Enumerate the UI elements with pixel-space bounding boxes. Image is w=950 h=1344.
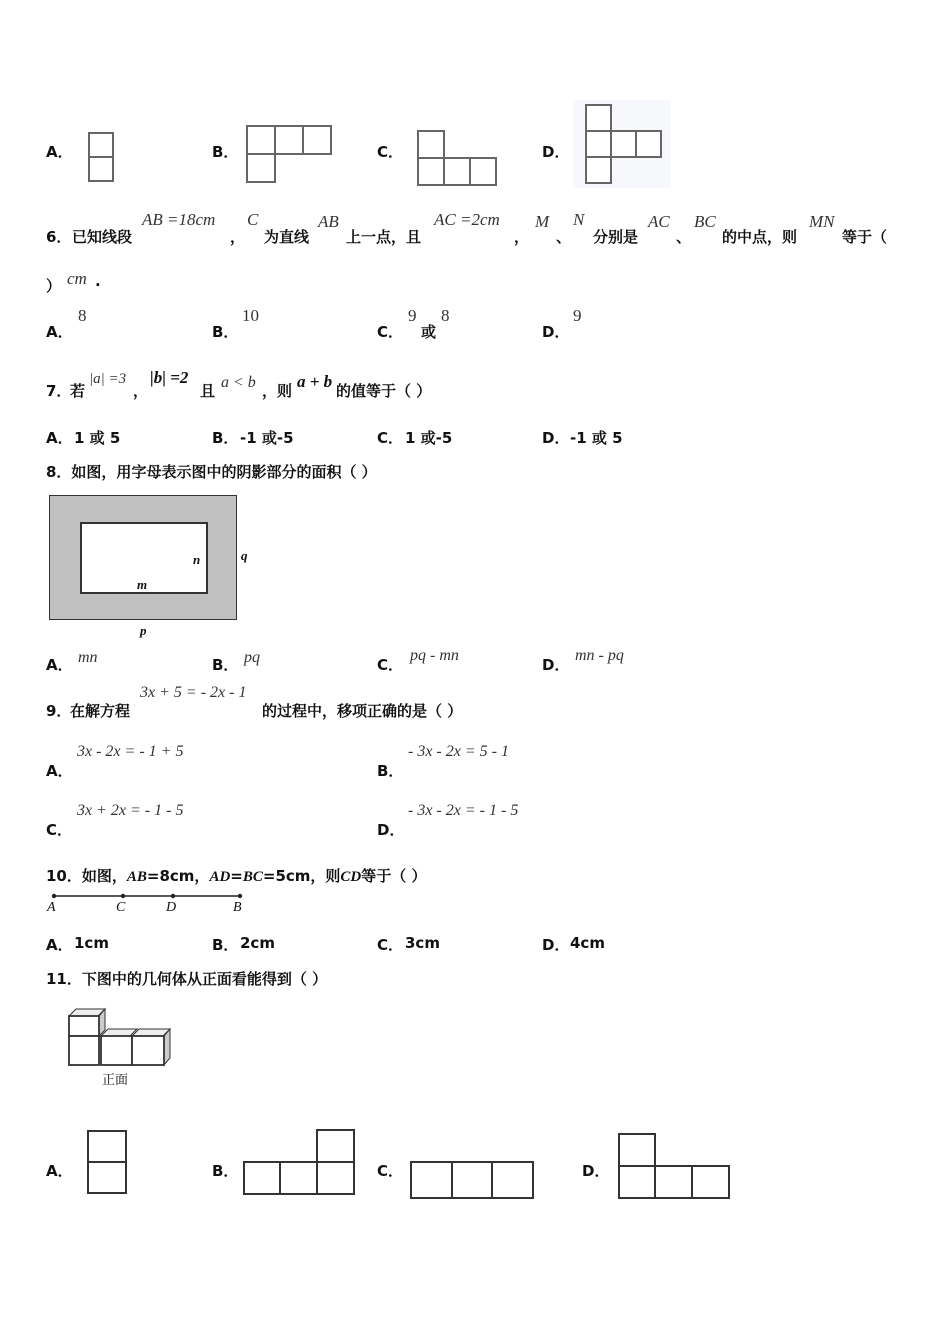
q6-math-ab: AB =18cm — [142, 210, 216, 229]
q6-text-6: 、 — [556, 228, 572, 246]
q9-option-c-label[interactable]: C． — [46, 821, 73, 839]
q6-unit: cm — [67, 269, 87, 288]
q6-text-10: 等于（ — [842, 228, 888, 246]
q6-option-c-value2: 8 — [441, 306, 450, 325]
q9-option-c-expr: 3x + 2x = - 1 - 5 — [77, 802, 184, 819]
q8-stem: 8．如图，用字母表示图中的阴影部分的面积（ ） — [46, 463, 377, 481]
q11-option-c-figure — [410, 1161, 534, 1199]
q7-option-d-text: -1 或 5 — [570, 429, 623, 447]
q10-point-b — [238, 894, 242, 898]
q8-option-c-label[interactable]: C． — [377, 656, 404, 674]
q10-option-d-text: 4cm — [570, 934, 605, 952]
q10-option-c-text: 3cm — [405, 934, 440, 952]
q6-math-mn: MN — [809, 212, 835, 231]
q6-math-ac: AC =2cm — [434, 210, 500, 229]
q10-line-segment-figure — [46, 889, 246, 919]
q6-option-a-label[interactable]: A． — [46, 323, 73, 341]
q10-label-b: B — [233, 900, 242, 915]
q6-math-ac2: AC — [648, 212, 670, 231]
q10-text-3: = — [230, 867, 243, 885]
q7-option-c-text: 1 或-5 — [405, 429, 453, 447]
q6-text-4: 上一点，且 — [346, 228, 422, 246]
q11-option-b-figure — [243, 1129, 355, 1196]
q10-option-b-text: 2cm — [240, 934, 275, 952]
q10-point-a — [52, 894, 56, 898]
q11-option-a-figure — [87, 1130, 127, 1195]
q7-number: 7． — [46, 382, 72, 400]
q9-text-2: 的过程中，移项正确的是（ ） — [262, 702, 463, 720]
q5-option-d-figure — [573, 100, 671, 188]
q6-text-7: 分别是 — [593, 228, 639, 246]
q10-option-a-text: 1cm — [74, 934, 109, 952]
q6-option-c-or: 或 — [421, 323, 437, 341]
q7-math-abs-b: |b| =2 — [150, 368, 189, 387]
q7-text-5: 的值等于（ ） — [336, 382, 432, 400]
q10-number: 10． — [46, 867, 82, 885]
q8-option-a-label[interactable]: A． — [46, 656, 73, 674]
q11-option-a-label[interactable]: A． — [46, 1162, 73, 1180]
q11-stem: 11．下图中的几何体从正面看能得到（ ） — [46, 970, 328, 988]
q10-bc: BC — [242, 869, 263, 885]
q7-option-d-label[interactable]: D． — [542, 429, 570, 447]
q7-text-4: ，则 — [262, 382, 293, 400]
q10-ad: AD — [209, 869, 231, 885]
q10-stem — [46, 865, 426, 886]
q7-math-a-plus-b: a + b — [297, 372, 333, 391]
q9-option-d-expr: - 3x - 2x = - 1 - 5 — [408, 802, 519, 819]
q5-option-a-figure — [88, 132, 114, 182]
q8-option-d-label[interactable]: D． — [542, 656, 570, 674]
q7-option-b-text: -1 或-5 — [240, 429, 294, 447]
q10-text-1: 如图， — [81, 867, 127, 885]
q5-option-d-label[interactable]: D． — [542, 143, 570, 161]
q9-equation: 3x + 5 = - 2x - 1 — [140, 684, 247, 701]
q10-ab: AB — [126, 869, 147, 885]
q8-option-c-expr: pq - mn — [410, 647, 459, 664]
q9-number: 9． — [46, 702, 72, 720]
q6-text-2: ， — [230, 228, 246, 246]
q6-close-paren: ） — [46, 277, 62, 295]
q10-option-b-label[interactable]: B． — [212, 936, 239, 954]
q8-label-n: n — [193, 552, 201, 567]
q7-option-c-label[interactable]: C． — [377, 429, 404, 447]
q10-option-d-label[interactable]: D． — [542, 936, 570, 954]
q5-option-c-figure — [417, 130, 497, 186]
q7-option-a-text: 1 或 5 — [74, 429, 121, 447]
q6-option-c-label[interactable]: C． — [377, 323, 404, 341]
q6-math-bc: BC — [694, 212, 716, 231]
q6-text-9: 的中点，则 — [722, 228, 798, 246]
q10-point-d — [171, 894, 175, 898]
q7-text-2: ， — [133, 382, 149, 400]
q9-option-d-label[interactable]: D． — [377, 821, 405, 839]
q7-math-a-lt-b: a < b — [221, 374, 256, 391]
q6-text-5: ， — [514, 228, 530, 246]
q5-option-a-label[interactable]: A． — [46, 143, 73, 161]
q9-option-a-label[interactable]: A． — [46, 762, 73, 780]
q10-cd: CD — [340, 869, 362, 885]
q8-option-a-expr: mn — [78, 649, 98, 666]
q7-text-1: 若 — [70, 382, 86, 400]
q6-dot: . — [95, 272, 101, 290]
q10-option-a-label[interactable]: A． — [46, 936, 73, 954]
q6-text-3: 为直线 — [264, 228, 310, 246]
q6-option-d-label[interactable]: D． — [542, 323, 570, 341]
q5-option-b-figure — [246, 125, 332, 183]
q10-label-c: C — [116, 900, 126, 915]
q11-option-d-figure — [618, 1133, 730, 1199]
q7-option-a-label[interactable]: A． — [46, 429, 73, 447]
q8-label-q: q — [241, 548, 248, 563]
q10-text-2: =8cm， — [146, 867, 210, 885]
q6-math-c: C — [247, 210, 259, 229]
q9-option-b-label[interactable]: B． — [377, 762, 404, 780]
q8-shaded-rectangle — [49, 495, 237, 620]
q11-option-c-label[interactable]: C． — [377, 1162, 404, 1180]
q10-text-4: =5cm，则 — [262, 867, 341, 885]
q9-text-1: 在解方程 — [70, 702, 131, 720]
q5-option-b-label[interactable]: B． — [212, 143, 239, 161]
q8-label-p: p — [140, 623, 147, 638]
q6-option-d-value: 9 — [573, 306, 582, 325]
q10-point-c — [121, 894, 125, 898]
q6-option-b-value: 10 — [242, 306, 259, 325]
q10-label-a: A — [47, 900, 56, 915]
q8-option-b-label[interactable]: B． — [212, 656, 239, 674]
q5-option-c-label[interactable]: C． — [377, 143, 404, 161]
q11-solid-figure — [66, 1008, 178, 1070]
q6-math-ab2: AB — [318, 212, 339, 231]
q6-number: 6． — [46, 228, 72, 246]
q6-math-m: M — [535, 212, 550, 231]
q7-math-abs-a: |a| =3 — [89, 371, 127, 387]
q6-math-n: N — [573, 210, 585, 229]
q9-option-a-expr: 3x - 2x = - 1 + 5 — [77, 743, 184, 760]
q10-option-c-label[interactable]: C． — [377, 936, 404, 954]
q10-text-5: 等于（ ） — [361, 867, 427, 885]
q6-option-a-value: 8 — [78, 306, 87, 325]
q8-option-d-expr: mn - pq — [575, 647, 624, 664]
q7-text-3: 且 — [200, 382, 216, 400]
q9-option-b-expr: - 3x - 2x = 5 - 1 — [408, 743, 509, 760]
q6-text-8: 、 — [676, 228, 692, 246]
q6-option-b-label[interactable]: B． — [212, 323, 239, 341]
q6-option-c-value1: 9 — [408, 306, 417, 325]
q11-front-label: 正面 — [102, 1073, 129, 1088]
q10-label-d: D — [166, 900, 177, 915]
q7-option-b-label[interactable]: B． — [212, 429, 239, 447]
q8-label-m: m — [137, 577, 148, 592]
q11-option-d-label[interactable]: D． — [582, 1162, 610, 1180]
q6-text-1: 已知线段 — [72, 228, 133, 246]
q11-option-b-label[interactable]: B． — [212, 1162, 239, 1180]
q8-option-b-expr: pq — [244, 649, 260, 666]
